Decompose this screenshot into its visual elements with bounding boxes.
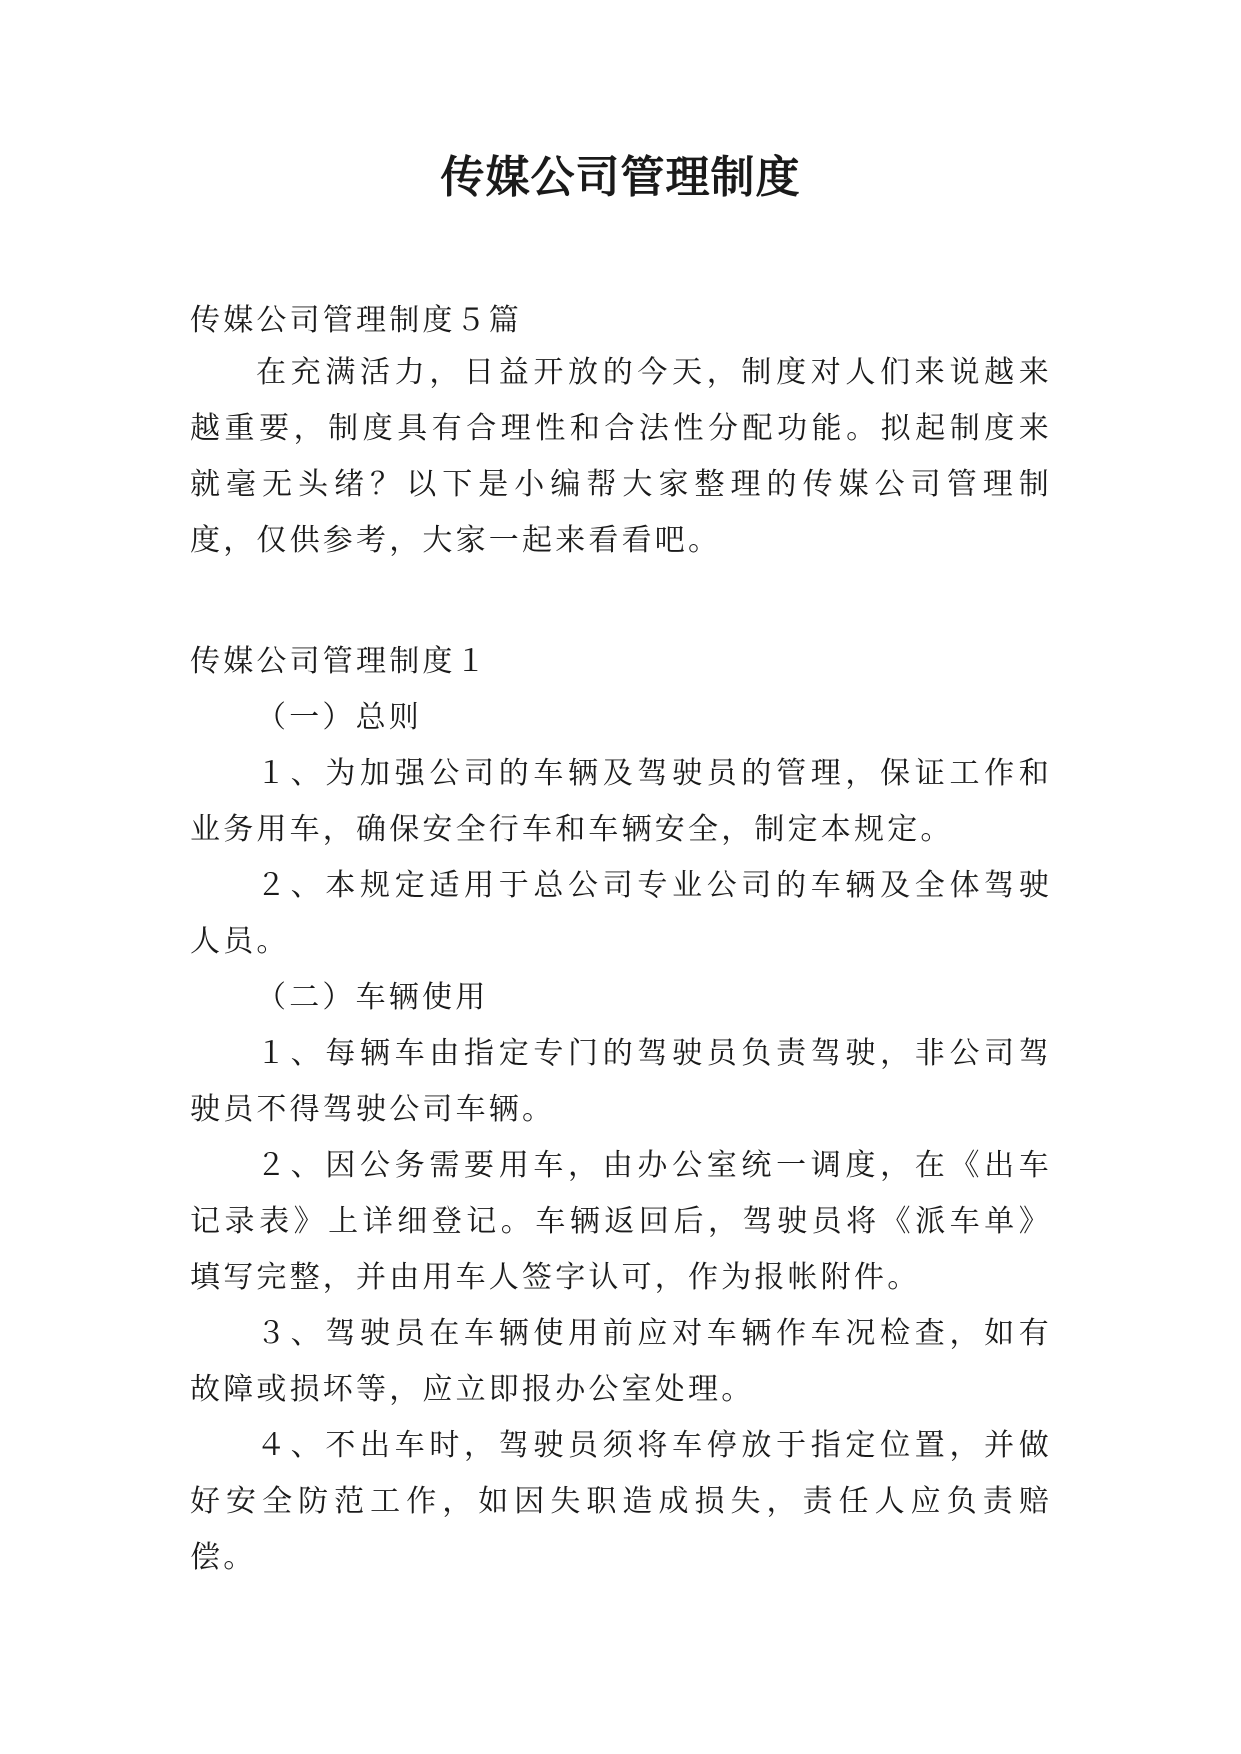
part-2-item: ４、不出车时，驾驶员须将车停放于指定位置，并做好安全防范工作，如因失职造成损失，责任人应负责赔偿。 xyxy=(190,1428,1052,1575)
document-subtitle: 传媒公司管理制度５篇 xyxy=(190,303,522,338)
intro-paragraph: 在充满活力，日益开放的今天，制度对人们来说越来越重要，制度具有合理性和合法性分配功能。拟起制度来就毫无头绪？以下是小编帮大家整理的传媒公司管理制度，仅供参考，大家一起来看看吧。 xyxy=(190,355,1052,558)
part-2-heading: （二）车辆使用 xyxy=(256,980,489,1015)
section-1 xyxy=(190,634,1052,1586)
section-1-heading: 传媒公司管理制度１ xyxy=(190,644,489,679)
part-2-item: ２、因公务需要用车，由办公室统一调度，在《出车记录表》上详细登记。车辆返回后，驾驶员将《派车单》填写完整，并由用车人签字认可，作为报帐附件。 xyxy=(190,1148,1052,1295)
part-1-heading: （一）总则 xyxy=(256,700,422,735)
part-1-item: １、为加强公司的车辆及驾驶员的管理，保证工作和业务用车，确保安全行车和车辆安全，制定本规定。 xyxy=(190,756,1052,847)
part-2-item: ３、驾驶员在车辆使用前应对车辆作车况检查，如有故障或损坏等，应立即报办公室处理。 xyxy=(190,1316,1052,1407)
document-title: 传媒公司管理制度 xyxy=(440,152,801,203)
part-1-item: ２、本规定适用于总公司专业公司的车辆及全体驾驶人员。 xyxy=(190,868,1052,959)
part-2-item: １、每辆车由指定专门的驾驶员负责驾驶，非公司驾驶员不得驾驶公司车辆。 xyxy=(190,1036,1052,1127)
